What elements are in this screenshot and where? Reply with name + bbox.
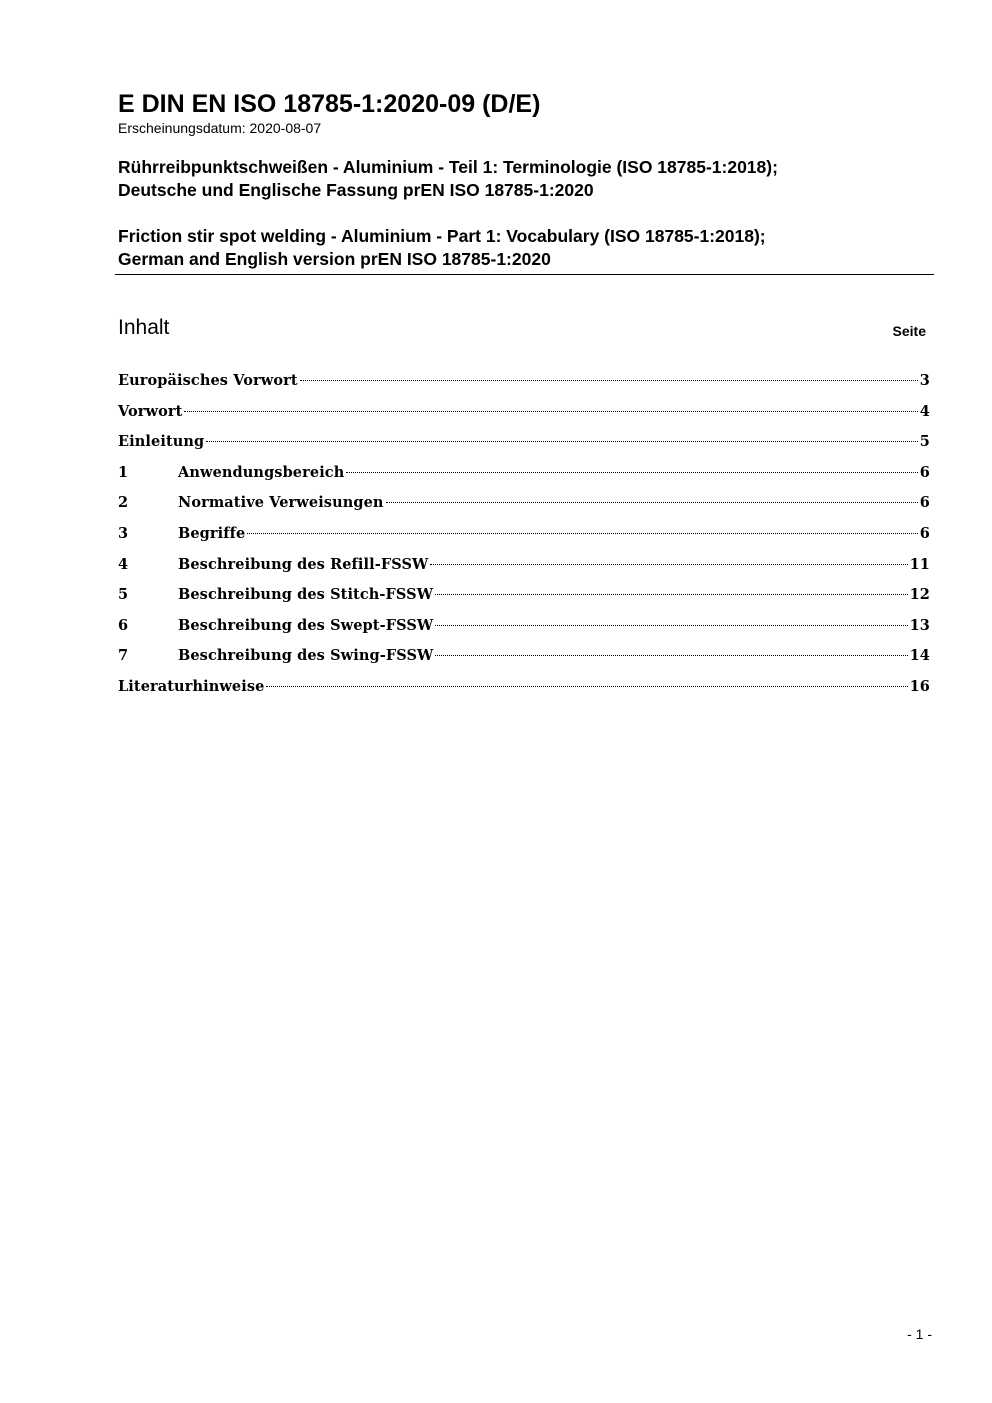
toc-dot-leader xyxy=(346,472,917,473)
toc-entry-label: Begriffe xyxy=(178,524,246,542)
toc-entry-label: Europäisches Vorwort xyxy=(118,372,298,389)
toc-entry-label: Beschreibung des Stitch-FSSW xyxy=(178,586,434,604)
toc-dot-leader xyxy=(300,380,918,381)
toc-entry-number: 4 xyxy=(118,555,129,573)
toc-entry-number: 6 xyxy=(118,616,129,634)
toc-entry-page: 6 xyxy=(919,524,930,542)
toc-dot-leader xyxy=(435,625,907,626)
toc-entry[interactable] xyxy=(118,555,930,586)
toc-entry[interactable] xyxy=(118,432,930,463)
document-header xyxy=(118,89,934,271)
publication-date: Erscheinungsdatum: 2020-08-07 xyxy=(118,120,322,136)
toc-entry-page: 11 xyxy=(909,555,930,573)
header-divider xyxy=(115,274,934,275)
toc-entry[interactable] xyxy=(118,524,930,555)
toc-page-column-label: Seite xyxy=(892,323,926,339)
toc-dot-leader xyxy=(435,655,907,656)
toc-entry-page: 5 xyxy=(919,433,930,451)
toc-entry-label: Beschreibung des Swept-FSSW xyxy=(178,616,434,634)
toc-heading xyxy=(118,314,926,344)
toc-entry[interactable] xyxy=(118,371,930,402)
toc-entry[interactable] xyxy=(118,616,930,647)
toc-dot-leader xyxy=(386,502,918,503)
title-english xyxy=(118,225,934,271)
toc-entry-page: 3 xyxy=(919,372,930,389)
toc-entry-label: Vorwort xyxy=(118,402,183,420)
title-english-line-2: German and English version prEN ISO 18785-1:2020 xyxy=(118,249,551,269)
toc-dot-leader xyxy=(206,441,918,442)
toc-entry-number: 1 xyxy=(118,463,129,481)
toc-entry-page: 13 xyxy=(909,616,930,634)
toc-entry-number: 5 xyxy=(118,586,129,604)
toc-entry-number: 2 xyxy=(118,494,129,512)
toc-entry-label: Anwendungsbereich xyxy=(178,463,345,481)
title-german-line-2: Deutsche und Englische Fassung prEN ISO 18785-1:2020 xyxy=(118,180,594,200)
toc-entry[interactable] xyxy=(118,646,930,677)
toc-entry[interactable] xyxy=(118,677,930,708)
title-english-line-1: Friction stir spot welding - Aluminium - Part 1: Vocabulary (ISO 18785-1:2018); xyxy=(118,226,766,246)
toc-dot-leader xyxy=(247,533,918,534)
toc-entry-label: Beschreibung des Refill-FSSW xyxy=(178,555,429,573)
toc-entry-label: Literaturhinweise xyxy=(118,677,265,695)
document-id: E DIN EN ISO 18785-1:2020-09 (D/E) xyxy=(118,90,541,118)
toc-entry-page: 4 xyxy=(919,402,930,420)
toc-entry-label: Einleitung xyxy=(118,433,205,451)
title-german xyxy=(118,156,934,202)
toc-entry-page: 14 xyxy=(909,647,930,665)
toc-entry-label: Normative Verweisungen xyxy=(178,494,384,512)
toc-entry-page: 6 xyxy=(919,463,930,481)
title-german-line-1: Rührreibpunktschweißen - Aluminium - Teil 1: Terminologie (ISO 18785-1:2018); xyxy=(118,157,778,177)
toc-dot-leader xyxy=(266,686,907,687)
toc-entry-page: 12 xyxy=(909,586,930,604)
toc-entry[interactable] xyxy=(118,585,930,616)
toc-entry-number: 7 xyxy=(118,647,129,665)
toc-title: Inhalt xyxy=(118,316,170,339)
toc-dot-leader xyxy=(184,411,917,412)
toc-entry[interactable] xyxy=(118,463,930,494)
toc-entry[interactable] xyxy=(118,402,930,433)
toc-entry-page: 6 xyxy=(919,494,930,512)
toc-entry[interactable] xyxy=(118,493,930,524)
toc-entry-number: 3 xyxy=(118,524,129,542)
toc-entry-label: Beschreibung des Swing-FSSW xyxy=(178,647,434,665)
table-of-contents xyxy=(118,371,930,708)
toc-dot-leader xyxy=(435,594,907,595)
page-number: - 1 - xyxy=(907,1326,932,1342)
toc-entry-page: 16 xyxy=(909,677,930,695)
toc-dot-leader xyxy=(430,564,907,565)
